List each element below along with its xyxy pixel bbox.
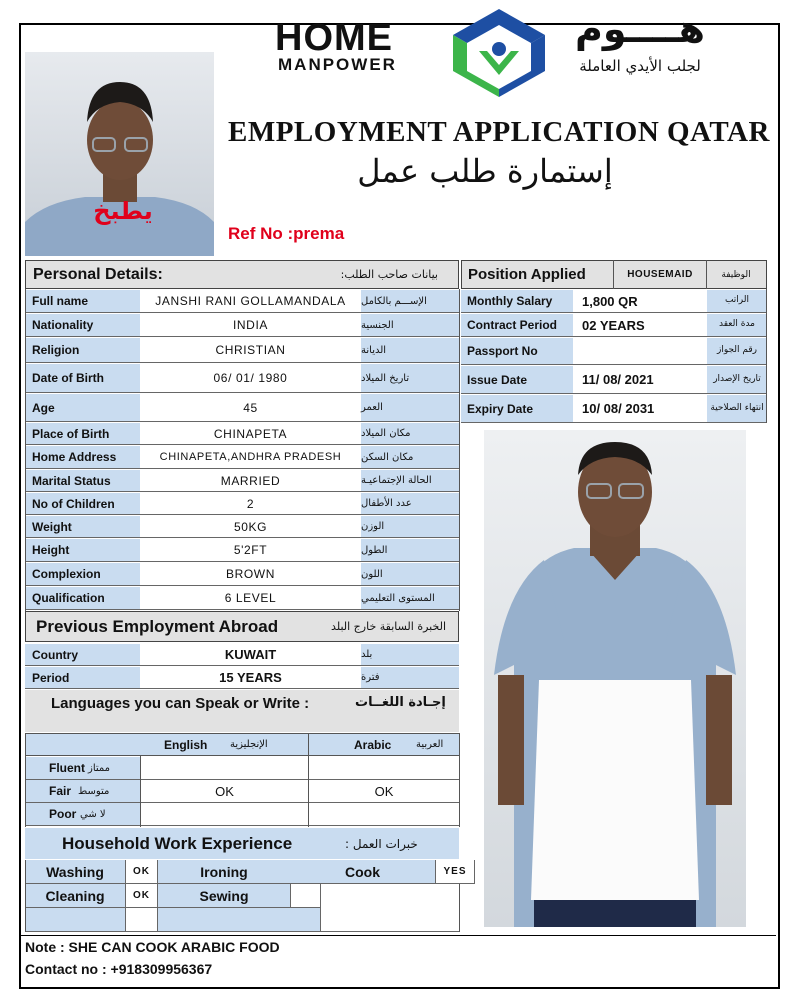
- personal-ar-cell: مكان السكن: [361, 446, 459, 469]
- personal-label-cell: Weight: [25, 516, 140, 538]
- personal-label-cell: Religion: [25, 338, 140, 363]
- table-border: [25, 733, 26, 827]
- personal-value-cell: 5'2FT: [140, 539, 361, 562]
- position-label-cell: Contract Period: [461, 314, 573, 337]
- reference-number: Ref No :prema: [228, 224, 345, 243]
- table-border: [766, 289, 767, 423]
- personal-details-title: Personal Details:: [33, 265, 163, 283]
- footer-contact: Contact no : +918309956367: [25, 961, 213, 977]
- personal-ar-cell: مكان الميلاد: [361, 423, 459, 445]
- applicant-photo-small: [25, 52, 214, 256]
- languages-title-ar: إجـادة اللغــات: [355, 695, 446, 710]
- personal-label-cell: Marital Status: [25, 470, 140, 492]
- previous-employment-header: [25, 611, 459, 642]
- photo-caption-ar: يطبخ: [93, 197, 153, 225]
- household-title: Household Work Experience: [62, 833, 293, 853]
- household-empty-cell: [320, 884, 459, 932]
- language-english-value: [141, 757, 308, 780]
- household-empty-cell: [125, 908, 158, 932]
- position-value-cell: 1,800 QR: [573, 290, 707, 313]
- language-level-label: Fluent: [25, 757, 140, 780]
- personal-value-cell: 50KG: [140, 516, 361, 538]
- personal-value-cell: MARRIED: [140, 470, 361, 492]
- table-border: [459, 733, 460, 827]
- position-ar-cell: الراتب: [707, 290, 767, 313]
- position-ar-cell: رقم الجواز: [707, 338, 767, 365]
- position-applied-value: HOUSEMAID: [627, 269, 693, 280]
- personal-value-cell: 2: [140, 493, 361, 515]
- footer-box: [21, 935, 776, 936]
- personal-value-cell: CHINAPETA: [140, 423, 361, 445]
- language-arabic-value: OK: [309, 780, 459, 803]
- languages-title: Languages you can Speak or Write :: [51, 695, 310, 712]
- personal-ar-cell: الحالة الإجتماعيـة: [361, 470, 459, 492]
- personal-ar-cell: عدد الأطفال: [361, 493, 459, 515]
- personal-label-cell: Qualification: [25, 587, 140, 610]
- personal-ar-cell: الإســـم بالكامل: [361, 290, 459, 313]
- household-task-label: Cook: [290, 860, 435, 884]
- personal-label-cell: Date of Birth: [25, 364, 140, 393]
- previous-employment-title: Previous Employment Abroad: [36, 616, 279, 636]
- personal-value-cell: INDIA: [140, 314, 361, 337]
- table-border: [459, 884, 460, 932]
- position-value-cell: [573, 338, 707, 365]
- logo-emblem-icon: [445, 5, 553, 97]
- household-task-value: OK: [125, 884, 158, 908]
- footer-note: Note : SHE CAN COOK ARABIC FOOD: [25, 939, 280, 955]
- previous-value-cell: 15 YEARS: [140, 667, 361, 689]
- language-level-label: Poor: [25, 803, 140, 826]
- household-task-label: Cleaning: [25, 884, 125, 908]
- table-border: [25, 860, 26, 932]
- personal-label-cell: No of Children: [25, 493, 140, 515]
- position-ar-cell: انتهاء الصلاحية: [707, 395, 767, 423]
- language-level-ar: لا شي: [80, 809, 106, 820]
- personal-value-cell: 6 LEVEL: [140, 587, 361, 610]
- language-english-value: [141, 803, 308, 826]
- position-label-cell: Issue Date: [461, 366, 573, 394]
- position-value-cell: 10/ 08/ 2031: [573, 395, 707, 423]
- language-arabic-label: Arabic: [354, 737, 392, 752]
- position-label-cell: Passport No: [461, 338, 573, 365]
- page-title: EMPLOYMENT APPLICATION QATAR: [228, 116, 770, 148]
- language-arabic-ar: العربية: [416, 739, 444, 750]
- position-applied-title: Position Applied: [468, 266, 586, 283]
- company-logo: [270, 5, 730, 97]
- household-task-value: OK: [125, 860, 158, 884]
- previous-label-cell: Country: [25, 644, 140, 666]
- table-border: [140, 756, 141, 827]
- table-border: [25, 289, 26, 611]
- position-label-cell: Monthly Salary: [461, 290, 573, 313]
- logo-subtext-en: MANPOWER: [278, 55, 397, 74]
- household-task-value: [290, 884, 320, 908]
- personal-label-cell: Nationality: [25, 314, 140, 337]
- previous-ar-cell: بلد: [361, 644, 459, 666]
- language-level-ar: ممتاز: [88, 763, 111, 774]
- personal-value-cell: BROWN: [140, 563, 361, 586]
- household-task-label: Washing: [25, 860, 125, 884]
- position-value-cell: 02 YEARS: [573, 314, 707, 337]
- personal-label-cell: Place of Birth: [25, 423, 140, 445]
- language-arabic-value: [309, 803, 459, 826]
- household-title-ar: خبرات العمل :: [345, 836, 418, 851]
- personal-ar-cell: اللون: [361, 563, 459, 586]
- personal-value-cell: CHINAPETA,ANDHRA PRADESH: [140, 446, 361, 469]
- position-applied-ar: الوظيفة: [721, 269, 751, 280]
- household-header: [25, 828, 459, 859]
- previous-employment-title-ar: الخبرة السابقة خارج البلد: [331, 620, 446, 633]
- position-ar-cell: مدة العقد: [707, 314, 767, 337]
- personal-ar-cell: الطول: [361, 539, 459, 562]
- page-title-ar: إستمارة طلب عمل: [357, 152, 613, 190]
- personal-value-cell: 45: [140, 394, 361, 422]
- personal-label-cell: Height: [25, 539, 140, 562]
- language-english-value: OK: [141, 780, 308, 803]
- household-task-value: YES: [435, 860, 475, 884]
- languages-header: [25, 690, 459, 732]
- personal-ar-cell: تاريخ الميلاد: [361, 364, 459, 393]
- position-ar-cell: تاريخ الإصدار: [707, 366, 767, 394]
- personal-ar-cell: المستوى التعليمي: [361, 587, 459, 610]
- applicant-photo-full: [484, 430, 746, 927]
- household-task-label: Ironing: [158, 860, 290, 884]
- logo-text-en: HOME: [275, 17, 393, 59]
- personal-ar-cell: الجنسية: [361, 314, 459, 337]
- previous-label-cell: Period: [25, 667, 140, 689]
- previous-value-cell: KUWAIT: [140, 644, 361, 666]
- personal-label-cell: Full name: [25, 290, 140, 313]
- personal-ar-cell: العمر: [361, 394, 459, 422]
- previous-ar-cell: فترة: [361, 667, 459, 689]
- personal-details-header: [25, 260, 459, 289]
- position-label-cell: Expiry Date: [461, 395, 573, 423]
- personal-details-title-ar: بيانات صاحب الطلب:: [340, 268, 438, 281]
- personal-label-cell: Complexion: [25, 563, 140, 586]
- logo-subtext-ar: لجلب الأيدي العاملة: [579, 57, 701, 75]
- language-level-label: Fair: [25, 780, 140, 803]
- personal-value-cell: 06/ 01/ 1980: [140, 364, 361, 393]
- position-value-cell: 11/ 08/ 2021: [573, 366, 707, 394]
- personal-ar-cell: الديانة: [361, 338, 459, 363]
- household-task-label: Sewing: [158, 884, 290, 908]
- language-english-ar: الإنجليزية: [230, 739, 268, 750]
- language-arabic-value: [309, 757, 459, 780]
- language-english-label: English: [164, 737, 208, 752]
- personal-ar-cell: الوزن: [361, 516, 459, 538]
- personal-value-cell: JANSHI RANI GOLLAMANDALA: [140, 290, 361, 313]
- personal-label-cell: Home Address: [25, 446, 140, 469]
- language-level-ar: متوسط: [78, 786, 110, 797]
- table-border: [459, 289, 460, 611]
- personal-label-cell: Age: [25, 394, 140, 422]
- personal-value-cell: CHRISTIAN: [140, 338, 361, 363]
- logo-text-ar: هــــوم: [575, 7, 705, 51]
